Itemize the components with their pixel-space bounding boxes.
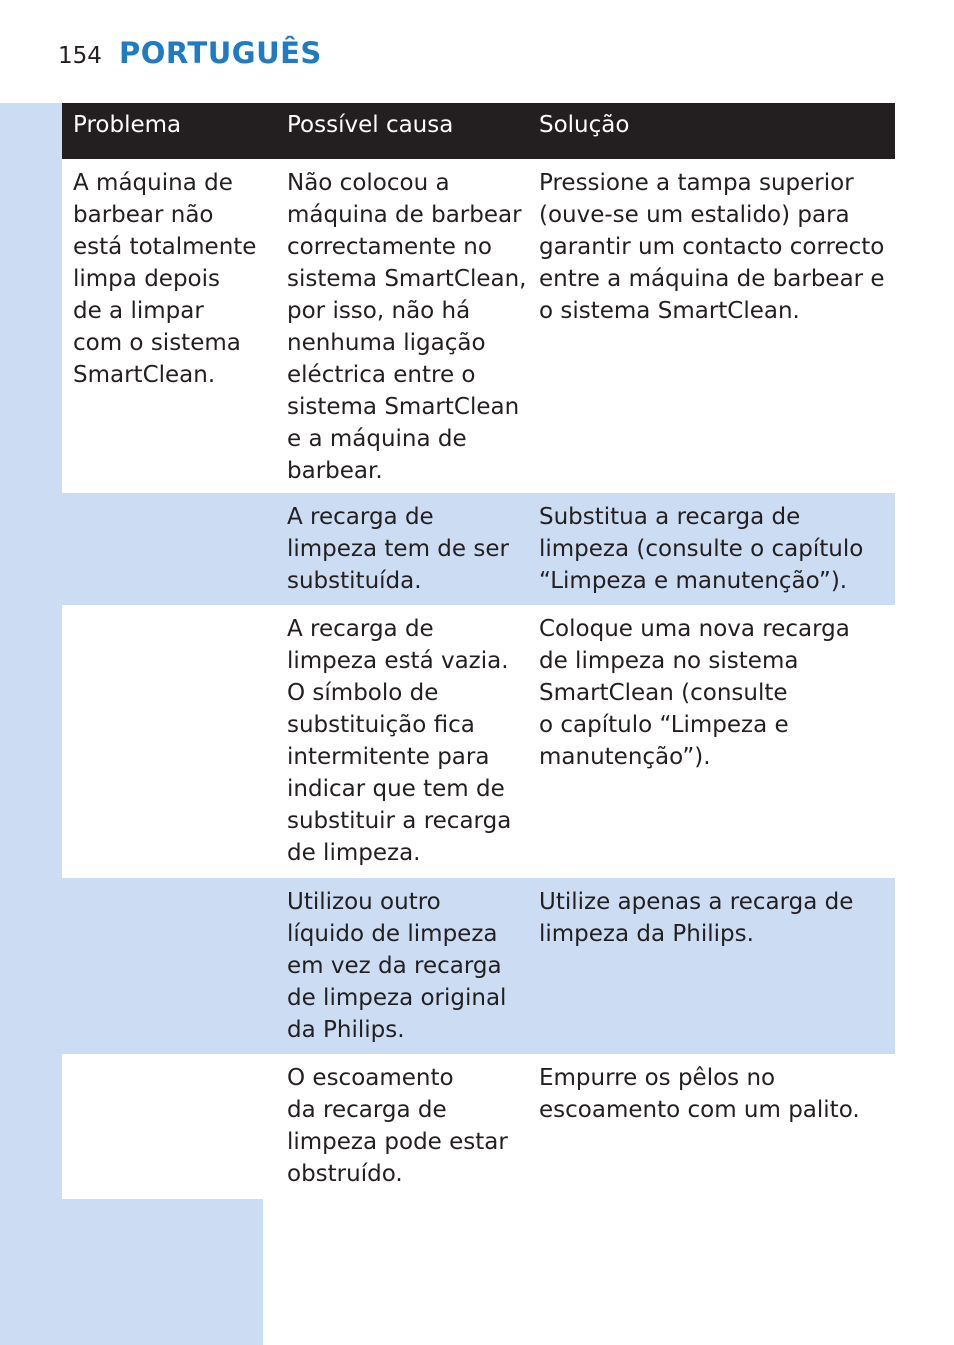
- problem-cell: [62, 493, 276, 605]
- solution-cell: Coloque uma nova recarga de limpeza no sistema SmartClean (consulte o capítulo “Limpeza e manutenção”).: [528, 605, 895, 878]
- solution-cell: Substitua a recarga de limpeza (consulte o capítulo “Limpeza e manutenção”).: [528, 493, 895, 605]
- table-row: [62, 1054, 895, 1199]
- column-header-solution: Solução: [528, 103, 895, 159]
- cause-cell: Não colocou a máquina de barbear correctamente no sistema SmartClean, por isso, não há nenhuma ligação eléctrica entre o sistema SmartClean e a máquina de barbear.: [276, 159, 528, 493]
- column-header-cause: Possível causa: [276, 103, 528, 159]
- table-row: [62, 493, 895, 605]
- table-row: [62, 159, 895, 493]
- solution-cell: Empurre os pêlos no escoamento com um palito.: [528, 1054, 895, 1199]
- problem-cell: [62, 1054, 276, 1199]
- section-language-title: PORTUGUÊS: [119, 36, 322, 70]
- solution-cell: Pressione a tampa superior (ouve-se um estalido) para garantir um contacto correcto entre a máquina de barbear e o sistema SmartClean.: [528, 159, 895, 493]
- solution-cell: Utilize apenas a recarga de limpeza da Philips.: [528, 878, 895, 1054]
- problem-cell: A máquina de barbear não está totalmente limpa depois de a limpar com o sistema SmartClean.: [62, 159, 276, 493]
- page-header: [58, 36, 322, 72]
- page-number: 154: [58, 43, 102, 69]
- cause-cell: A recarga de limpeza tem de ser substituída.: [276, 493, 528, 605]
- problem-cell: [62, 878, 276, 1054]
- problem-cell: [62, 605, 276, 878]
- troubleshooting-table: [62, 103, 895, 1199]
- cause-cell: A recarga de limpeza está vazia. O símbolo de substituição fica intermitente para indicar que tem de substituir a recarga de limpeza.: [276, 605, 528, 878]
- table-row: [62, 605, 895, 878]
- table-row: [62, 878, 895, 1054]
- column-header-problem: Problema: [62, 103, 276, 159]
- cause-cell: Utilizou outro líquido de limpeza em vez da recarga de limpeza original da Philips.: [276, 878, 528, 1054]
- cause-cell: O escoamento da recarga de limpeza pode estar obstruído.: [276, 1054, 528, 1199]
- table-header-row: [62, 103, 895, 159]
